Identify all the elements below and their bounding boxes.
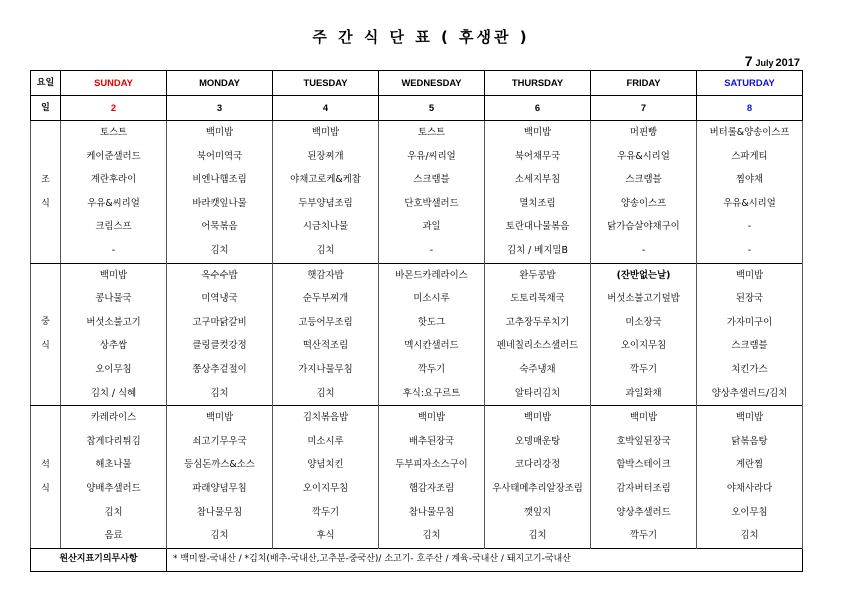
menu-item: 해초나물 (61, 453, 167, 477)
menu-item: 소세지부침 (485, 168, 591, 192)
day-number: 4 (273, 96, 379, 121)
menu-item: 함박스테이크 (591, 453, 697, 477)
menu-table-body (31, 71, 803, 572)
menu-item: 멸치조림 (485, 192, 591, 216)
origin-notice-row (31, 548, 803, 571)
menu-item: 스크램블 (591, 168, 697, 192)
menu-item: 바몬드카레라이스 (379, 263, 485, 287)
menu-item: 토스트 (379, 121, 485, 145)
menu-item: - (379, 239, 485, 263)
menu-item: 김치 / 식혜 (61, 382, 167, 406)
menu-item: 쇠고기무우국 (167, 430, 273, 454)
menu-item: 양상추샐러드 (591, 501, 697, 525)
dinner-row (31, 430, 803, 454)
dinner-row (31, 406, 803, 430)
menu-item: 가자미구이 (697, 311, 803, 335)
menu-item: 백미밥 (61, 263, 167, 287)
day-header-wednesday: WEDNESDAY (379, 71, 485, 96)
lunch-row (31, 287, 803, 311)
menu-item: 클링클컷강정 (167, 334, 273, 358)
meal-label-char: 중 (41, 317, 50, 328)
menu-item: 바라캣잎나물 (167, 192, 273, 216)
menu-item: 우사태메추리알장조림 (485, 477, 591, 501)
menu-item: 양배추샐러드 (61, 477, 167, 501)
menu-item: 햇감자밥 (273, 263, 379, 287)
day-number: 3 (167, 96, 273, 121)
meal-label-char: 식 (41, 198, 50, 209)
menu-item: 머핀빵 (591, 121, 697, 145)
menu-item: 우유&씨리얼 (61, 192, 167, 216)
menu-item: 핫도그 (379, 311, 485, 335)
menu-item: 김치 (379, 524, 485, 548)
menu-item: 된장찌개 (273, 145, 379, 169)
menu-item: 햄감자조림 (379, 477, 485, 501)
menu-item: 김치 (167, 239, 273, 263)
menu-item: 우유/씨리얼 (379, 145, 485, 169)
menu-item: 참나물무침 (167, 501, 273, 525)
menu-item: 후식:요구르트 (379, 382, 485, 406)
menu-item: 깍두기 (591, 358, 697, 382)
menu-item: 과일 (379, 215, 485, 239)
date-day: 7 (744, 53, 753, 69)
meal-label-char: 식 (41, 483, 50, 494)
menu-item: 김치 (273, 382, 379, 406)
lunch-row (31, 263, 803, 287)
menu-item: 단호박샐러드 (379, 192, 485, 216)
menu-item: 코다리강정 (485, 453, 591, 477)
meal-label-char: 석 (41, 459, 50, 470)
menu-item: - (61, 239, 167, 263)
menu-date (745, 53, 800, 71)
menu-item: 미소장국 (591, 311, 697, 335)
menu-item: 알타리김치 (485, 382, 591, 406)
menu-item: 완두콩밥 (485, 263, 591, 287)
lunch-row (31, 382, 803, 406)
menu-item: 고추장두루치기 (485, 311, 591, 335)
menu-item: 양송이스프 (591, 192, 697, 216)
menu-item: 호박잎된장국 (591, 430, 697, 454)
meal-label-char: 식 (41, 341, 50, 352)
menu-item: 상추쌈 (61, 334, 167, 358)
menu-item: 야채고로케&케찹 (273, 168, 379, 192)
menu-item: 백미밥 (167, 121, 273, 145)
menu-item: 백미밥 (697, 263, 803, 287)
day-header-tuesday: TUESDAY (273, 71, 379, 96)
page-title: 주 간 식 단 표 ( 후생관 ) (312, 28, 530, 46)
menu-item: 떡산적조림 (273, 334, 379, 358)
menu-item: 두부양념조림 (273, 192, 379, 216)
menu-item: 김치 / 베지밀B (485, 239, 591, 263)
menu-item: 깍두기 (591, 524, 697, 548)
menu-item: 된장국 (697, 287, 803, 311)
breakfast-row (31, 239, 803, 263)
menu-item: 깍두기 (379, 358, 485, 382)
menu-item: 크림스프 (61, 215, 167, 239)
weekly-menu-table (30, 70, 803, 572)
day-number: 8 (697, 96, 803, 121)
day-number: 2 (61, 96, 167, 121)
dinner-row (31, 524, 803, 548)
weekday-label: 요일 (31, 71, 61, 96)
menu-item: 참나물무침 (379, 501, 485, 525)
menu-item: 등심돈까스&소스 (167, 453, 273, 477)
day-header-monday: MONDAY (167, 71, 273, 96)
menu-item: 백미밥 (485, 406, 591, 430)
menu-item: 감자버터조림 (591, 477, 697, 501)
menu-item: 버터롤&양송이스프 (697, 121, 803, 145)
menu-item: 백미밥 (167, 406, 273, 430)
menu-item: 토란대나물볶음 (485, 215, 591, 239)
dinner-label (31, 406, 61, 549)
menu-item: 깍두기 (273, 501, 379, 525)
menu-item: 스크램블 (697, 334, 803, 358)
menu-item: 김치 (697, 524, 803, 548)
menu-item: 백미밥 (273, 121, 379, 145)
breakfast-label (31, 121, 61, 264)
day-number: 7 (591, 96, 697, 121)
menu-item: 우유&시리얼 (697, 192, 803, 216)
day-header-friday: FRIDAY (591, 71, 697, 96)
menu-item: 도토리묵채국 (485, 287, 591, 311)
menu-item: 스크램블 (379, 168, 485, 192)
day-number: 5 (379, 96, 485, 121)
origin-notice-label: 원산지표기의무사항 (31, 548, 167, 571)
menu-item: 고등어무조림 (273, 311, 379, 335)
menu-item: 우유&시리얼 (591, 145, 697, 169)
menu-item: 북어미역국 (167, 145, 273, 169)
menu-item: 김치볶음밥 (273, 406, 379, 430)
breakfast-row (31, 192, 803, 216)
menu-item: 오이지무침 (273, 477, 379, 501)
menu-item: 시금치나물 (273, 215, 379, 239)
date-year: 2017 (775, 57, 800, 69)
breakfast-row (31, 168, 803, 192)
breakfast-row (31, 145, 803, 169)
menu-item: 어묵볶음 (167, 215, 273, 239)
lunch-row (31, 334, 803, 358)
menu-item: 버섯소불고기 (61, 311, 167, 335)
menu-item: 미역냉국 (167, 287, 273, 311)
breakfast-row (31, 215, 803, 239)
menu-item: - (591, 239, 697, 263)
day-number: 6 (485, 96, 591, 121)
lunch-row (31, 311, 803, 335)
menu-item: 백미밥 (697, 406, 803, 430)
menu-item: 고구마닭갈비 (167, 311, 273, 335)
menu-item: 오뎅매운탕 (485, 430, 591, 454)
menu-item: 후식 (273, 524, 379, 548)
menu-item: 미소시루 (273, 430, 379, 454)
menu-item: 펜네칠리소스샐러드 (485, 334, 591, 358)
menu-item: 닭가슴살야채구이 (591, 215, 697, 239)
menu-item: 오이무침 (697, 501, 803, 525)
breakfast-row (31, 121, 803, 145)
day-header-thursday: THURSDAY (485, 71, 591, 96)
menu-item: 콩나물국 (61, 287, 167, 311)
lunch-label (31, 263, 61, 406)
menu-item: 오이무침 (61, 358, 167, 382)
menu-item: 북어채무국 (485, 145, 591, 169)
menu-item: 쫑상추겉절이 (167, 358, 273, 382)
menu-item: 오이지무침 (591, 334, 697, 358)
dinner-row (31, 477, 803, 501)
menu-item: 배추된장국 (379, 430, 485, 454)
menu-item: - (697, 239, 803, 263)
menu-item: 찜야채 (697, 168, 803, 192)
menu-item: 양상추샐러드/김치 (697, 382, 803, 406)
menu-item: 찹게다리튀김 (61, 430, 167, 454)
menu-item: 비엔나햄조림 (167, 168, 273, 192)
lunch-row (31, 358, 803, 382)
menu-item: 깻잎지 (485, 501, 591, 525)
menu-item: 멕시칸샐러드 (379, 334, 485, 358)
menu-item: 김치 (167, 382, 273, 406)
menu-item: 스파게티 (697, 145, 803, 169)
day-header-saturday: SATURDAY (697, 71, 803, 96)
menu-item: 야채사라다 (697, 477, 803, 501)
date-number-row (31, 96, 803, 121)
menu-item: 백미밥 (591, 406, 697, 430)
day-header-sunday: SUNDAY (61, 71, 167, 96)
meal-label-char: 조 (41, 174, 50, 185)
origin-notice-text: * 백미쌀-국내산 / *김치(배추-국내산,고추분-중국산)/ 소고기- 호주산 / 계육-국내산 / 돼지고기-국내산 (167, 548, 803, 571)
menu-item: 김치 (273, 239, 379, 263)
menu-item: 김치 (167, 524, 273, 548)
menu-item: 김치 (485, 524, 591, 548)
dinner-row (31, 501, 803, 525)
menu-item: 카레라이스 (61, 406, 167, 430)
menu-item: 순두부찌개 (273, 287, 379, 311)
weekday-header-row (31, 71, 803, 96)
menu-item: 백미밥 (485, 121, 591, 145)
date-label: 일 (31, 96, 61, 121)
menu-item: (잔반없는날) (591, 263, 697, 287)
menu-item: 음료 (61, 524, 167, 548)
menu-item: 김치 (61, 501, 167, 525)
menu-item: 양념치킨 (273, 453, 379, 477)
dinner-row (31, 453, 803, 477)
menu-item: 숙주냉채 (485, 358, 591, 382)
menu-item: - (697, 215, 803, 239)
menu-item: 옥수수밥 (167, 263, 273, 287)
menu-item: 백미밥 (379, 406, 485, 430)
date-month: July (755, 58, 774, 68)
menu-item: 토스트 (61, 121, 167, 145)
menu-item: 치킨가스 (697, 358, 803, 382)
menu-item: 계란후라이 (61, 168, 167, 192)
menu-item: 케이준샐러드 (61, 145, 167, 169)
menu-item: 닭볶음탕 (697, 430, 803, 454)
menu-item: 계란찜 (697, 453, 803, 477)
menu-item: 가지나물무침 (273, 358, 379, 382)
menu-item: 파래양념무침 (167, 477, 273, 501)
menu-item: 과일화채 (591, 382, 697, 406)
menu-item: 버섯소불고기덮밥 (591, 287, 697, 311)
menu-item: 두부피자소스구이 (379, 453, 485, 477)
menu-item: 미소시루 (379, 287, 485, 311)
